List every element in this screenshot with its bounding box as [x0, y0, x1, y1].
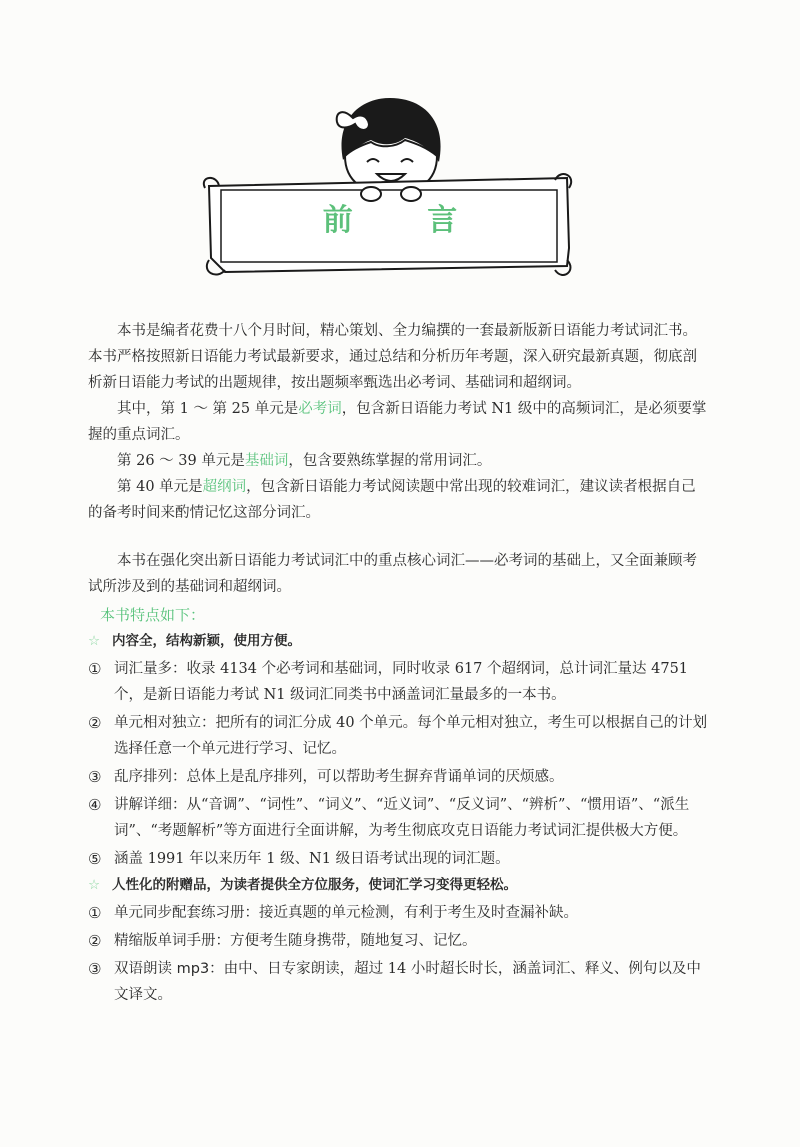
list-item: ④ 讲解详细：从“音调”、“词性”、“词义”、“近义词”、“反义词”、“辨析”、“惯用语”、“派生词”、“考题解析”等方面进行全面讲解，为考生彻底攻克日语能力考试词汇提供极大方便。 — [88, 792, 708, 844]
circled-number: ③ — [88, 960, 102, 978]
circled-number: ② — [88, 932, 102, 950]
term-required-words: 必考词 — [298, 401, 342, 417]
star-icon: ☆ — [88, 633, 101, 649]
page-title: 前 言 — [322, 203, 490, 238]
category-heading: ☆ 人性化的附赠品，为读者提供全方位服务，使词汇学习变得更轻松。 — [88, 872, 708, 898]
list-item: ② 单元相对独立：把所有的词汇分成 40 个单元。每个单元相对独立，考生可以根据自己的计划选择任意一个单元进行学习、记忆。 — [88, 710, 708, 762]
preface-body — [88, 318, 708, 1008]
circled-number: ① — [88, 660, 102, 678]
unit-paragraph-required: 其中，第 1 ～ 第 25 单元是必考词，包含新日语能力考试 N1 级中的高频词汇，是必须要掌握的重点词汇。 — [88, 401, 707, 443]
term-beyond-syllabus-words: 超纲词 — [202, 479, 247, 495]
girl-holding-sign-illustration — [195, 90, 585, 290]
unit-paragraph-basic: 第 26 ～ 39 单元是基础词，包含要熟练掌握的常用词汇。 — [117, 453, 492, 469]
emphasis-paragraph: 本书在强化突出新日语能力考试词汇中的重点核心词汇——必考词的基础上，又全面兼顾考试所涉及到的基础词和超纲词。 — [88, 553, 697, 595]
intro-paragraph: 本书是编者花费十八个月时间，精心策划、全力编撰的一套最新版新日语能力考试词汇书。本书严格按照新日语能力考试最新要求，通过总结和分析历年考题，深入研究最新真题，彻底剖析新日语能力考试的出题规律，按出题频率甄选出必考词、基础词和超纲词。 — [88, 323, 697, 391]
list-item: ⑤ 涵盖 1991 年以来历年 1 级、N1 级日语考试出现的词汇题。 — [88, 846, 708, 872]
features-heading: 本书特点如下： — [100, 606, 206, 624]
circled-number: ③ — [88, 768, 102, 786]
list-item: ② 精缩版单词手册：方便考生随身携带，随地复习、记忆。 — [88, 928, 708, 954]
circled-number: ② — [88, 714, 102, 732]
circled-number: ① — [88, 904, 102, 922]
list-item: ① 词汇量多：收录 4134 个必考词和基础词，同时收录 617 个超纲词，总计词汇量达 4751 个，是新日语能力考试 N1 级词汇同类书中涵盖词汇量最多的一本书。 — [88, 656, 708, 708]
category-heading: ☆ 内容全，结构新颖，使用方便。 — [88, 628, 708, 654]
list-item: ① 单元同步配套练习册：接近真题的单元检测，有利于考生及时查漏补缺。 — [88, 900, 708, 926]
circled-number: ⑤ — [88, 850, 102, 868]
list-item: ③ 乱序排列：总体上是乱序排列，可以帮助考生摒弃背诵单词的厌烦感。 — [88, 764, 708, 790]
list-item: ③ 双语朗读 mp3：由中、日专家朗读，超过 14 小时超长时长，涵盖词汇、释义、例句以及中文译文。 — [88, 956, 708, 1008]
unit-paragraph-beyond: 第 40 单元是超纲词，包含新日语能力考试阅读题中常出现的较难词汇，建议读者根据自己的备考时间来酌情记忆这部分词汇。 — [88, 479, 696, 521]
paragraph-gap — [88, 526, 708, 548]
circled-number: ④ — [88, 796, 102, 814]
star-icon: ☆ — [88, 877, 101, 893]
term-basic-words: 基础词 — [244, 453, 289, 469]
